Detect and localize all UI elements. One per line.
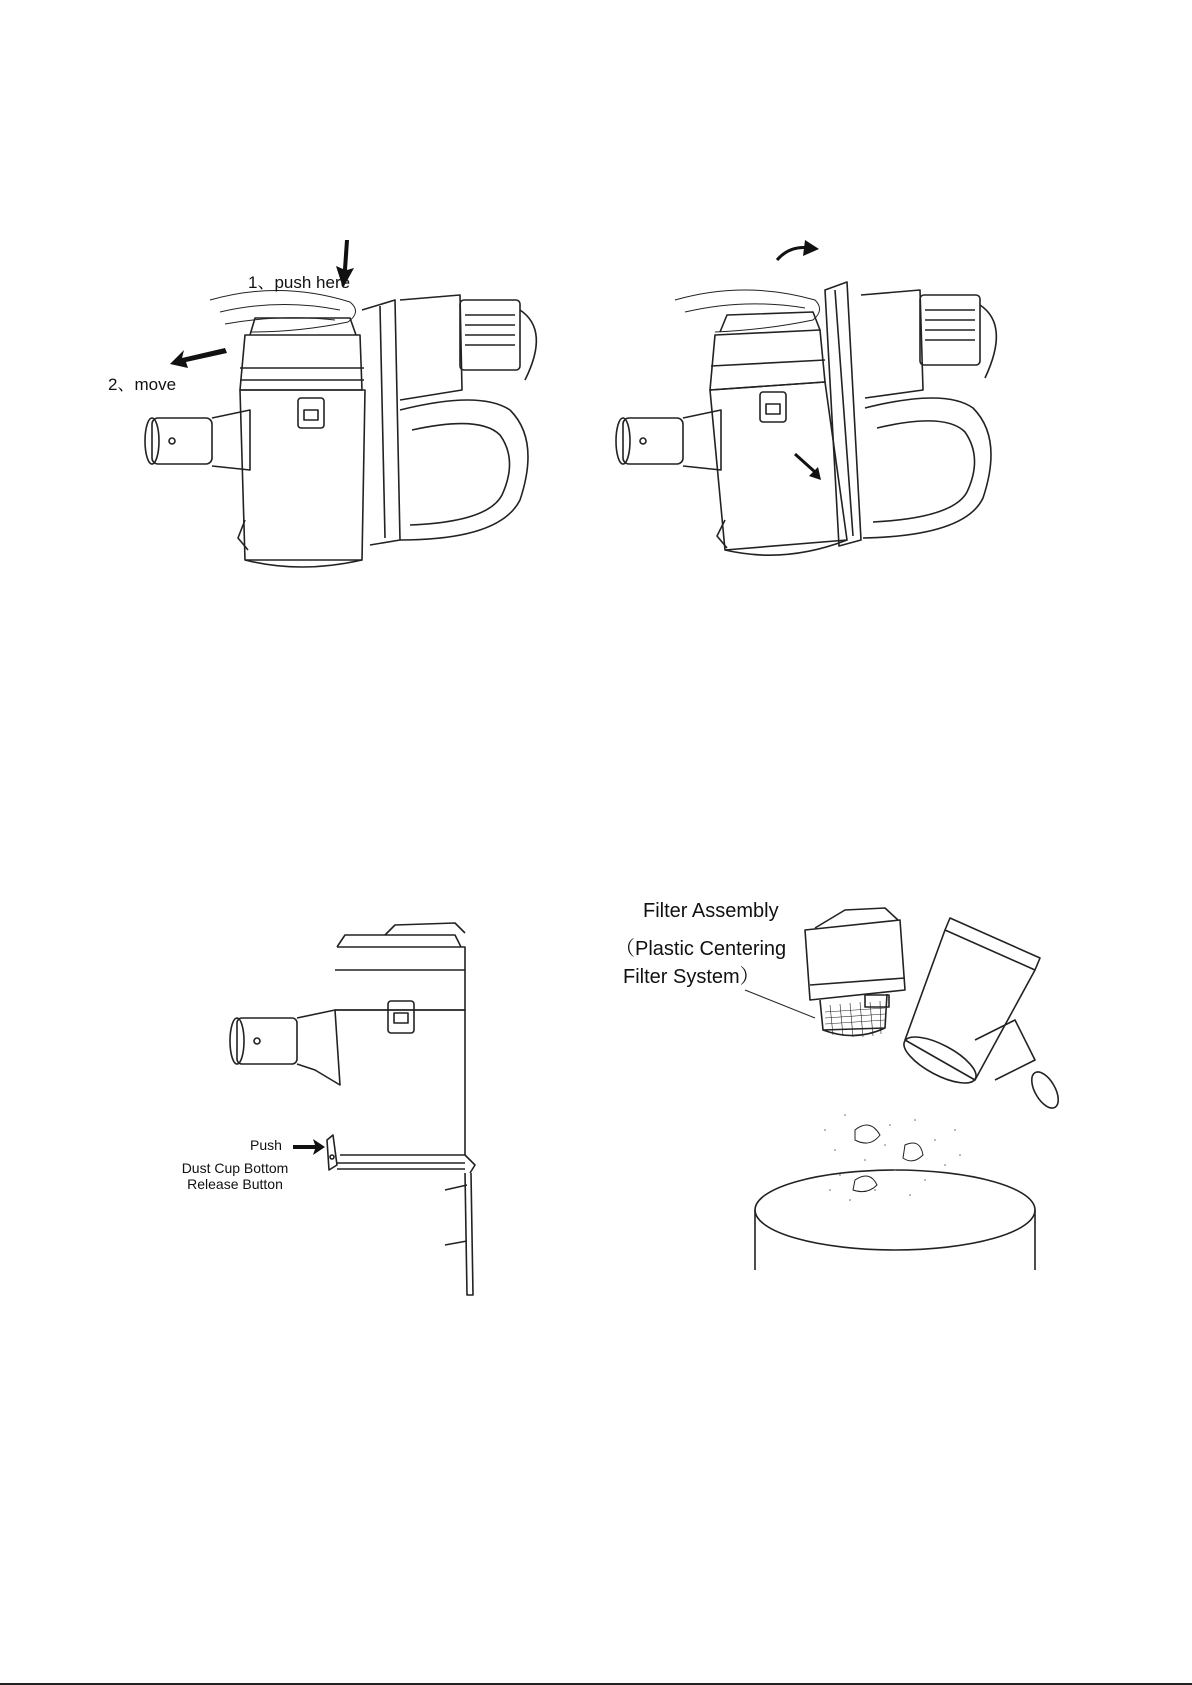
figure-separated-dust-cup (615, 240, 1100, 580)
dust-cup-label-line2: Release Button (187, 1176, 283, 1192)
vacuum-separated-illustration (615, 240, 1100, 580)
figure-filter-assembly (615, 890, 1095, 1270)
figure-push-and-move (100, 240, 580, 580)
dust-cup-bottom-release-button-label (175, 1160, 295, 1192)
pull-arrow-icon (795, 454, 815, 472)
push-right-arrow-icon (165, 915, 515, 1305)
dust-particles (824, 1114, 961, 1201)
move-label: 2、move (108, 375, 177, 394)
push-here-label: 1、push here (248, 273, 351, 292)
filter-assembly-subtitle-line2: Filter System） (623, 966, 760, 988)
figure-dust-cup-bottom-release (165, 915, 515, 1305)
push-label: Push (250, 1137, 282, 1153)
dust-cup-label-line1: Dust Cup Bottom (181, 1160, 289, 1176)
filter-assembly-title: Filter Assembly (643, 900, 779, 922)
filter-assembly-subtitle-line1: （Plastic Centering (615, 938, 787, 960)
